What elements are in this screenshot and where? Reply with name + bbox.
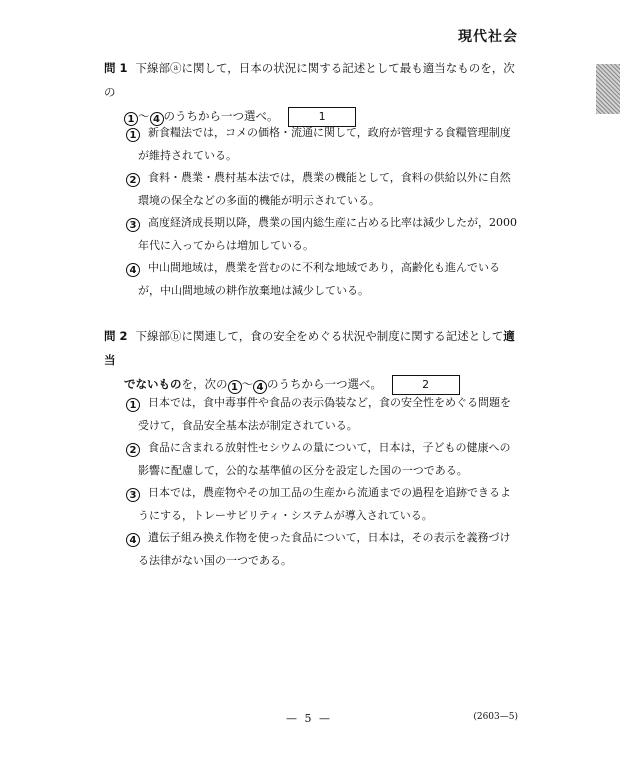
- choice-text-cont: が維持されている。: [138, 148, 237, 162]
- range-end-marker: 4: [253, 380, 267, 394]
- question-2-number: 問 2: [104, 329, 128, 343]
- choice-text: 遺伝子組み換え作物を使った食品について，日本は，その表示を義務づけ: [148, 531, 511, 544]
- choice-text: 日本では，食中毒事件や食品の表示偽装など，食の安全性をめぐる問題を: [148, 396, 511, 409]
- choice-number: 3: [126, 488, 140, 502]
- choice-item[interactable]: [126, 482, 526, 527]
- choice-number: 1: [126, 398, 140, 412]
- choice-number: 4: [126, 263, 140, 277]
- choice-item[interactable]: [126, 167, 526, 212]
- range-start-marker: 1: [228, 380, 242, 394]
- choice-text-cont: 年代に入ってからは増加している。: [138, 238, 314, 252]
- choice-item[interactable]: [126, 122, 526, 167]
- choice-text-cont: 環境の保全などの多面的機能が明示されている。: [138, 193, 380, 207]
- range-separator: ～: [138, 109, 150, 123]
- range-end-marker: 4: [150, 112, 164, 126]
- question-1-line1: 下線部ⓐに関して，日本の状況に関する記述として最も適当なものを，次の: [104, 61, 515, 99]
- choice-number: 2: [126, 443, 140, 457]
- range-separator: ～: [241, 377, 253, 391]
- question-2-line1: 下線部ⓑに関連して，食の安全をめぐる状況や制度に関する記述として: [135, 329, 504, 343]
- choice-text-cont: が，中山間地域の耕作放棄地は減少している。: [138, 283, 369, 297]
- page-number: — 5 —: [286, 712, 332, 725]
- choice-item[interactable]: [126, 392, 526, 437]
- question-2-choices: [126, 392, 526, 572]
- choice-text: 食品に含まれる放射性セシウムの量について，日本は，子どもの健康への: [148, 441, 511, 454]
- choice-item[interactable]: [126, 212, 526, 257]
- choice-text: 新食糧法では，コメの価格・流通に関して，政府が管理する食糧管理制度: [148, 126, 511, 139]
- question-2-emphasis-1: 適当: [104, 329, 515, 367]
- choice-item[interactable]: [126, 437, 526, 482]
- choice-text-cont: うにする，トレーサビリティ・システムが導入されている。: [138, 508, 433, 522]
- question-2-emphasis-2: でないもの: [124, 377, 182, 391]
- choice-number: 2: [126, 173, 140, 187]
- question-2-line2: のうちから一つ選べ。: [267, 377, 382, 391]
- range-start-marker: 1: [124, 112, 138, 126]
- side-index-tab: [596, 64, 620, 114]
- choice-text-cont: る法律がない国の一つである。: [138, 553, 292, 567]
- answer-box-2[interactable]: 2: [392, 375, 460, 395]
- choice-text: 中山間地域は，農業を営むのに不利な地域であり，高齢化も進んでいる: [148, 261, 500, 274]
- question-1-line2: のうちから一つ選べ。: [163, 109, 279, 123]
- subject-title: 現代社会: [458, 29, 518, 45]
- answer-box-1[interactable]: 1: [288, 107, 356, 127]
- choice-text: 高度経済成長期以降，農業の国内総生産に占める比率は減少したが，2000: [148, 216, 517, 229]
- question-2-line2-mid: を，次の: [181, 377, 228, 391]
- exam-code: (2603—5): [473, 712, 518, 722]
- choice-number: 4: [126, 533, 140, 547]
- choice-item[interactable]: [126, 257, 526, 302]
- choice-text: 食料・農業・農村基本法では，農業の機能として，食料の供給以外に自然: [148, 171, 511, 184]
- choice-number: 1: [126, 128, 140, 142]
- choice-text-cont: 受けて，食品安全基本法が制定されている。: [138, 418, 358, 432]
- choice-text-cont: 影響に配慮して，公的な基準値の区分を設定した国の一つである。: [138, 463, 468, 477]
- choice-number: 3: [126, 218, 140, 232]
- question-1-number: 問 1: [104, 61, 128, 75]
- question-1-stem: [104, 56, 524, 128]
- question-2-stem: [104, 324, 524, 396]
- choice-text: 日本では，農産物やその加工品の生産から流通までの過程を追跡できるよ: [148, 486, 511, 499]
- question-1-choices: [126, 122, 526, 302]
- choice-item[interactable]: [126, 527, 526, 572]
